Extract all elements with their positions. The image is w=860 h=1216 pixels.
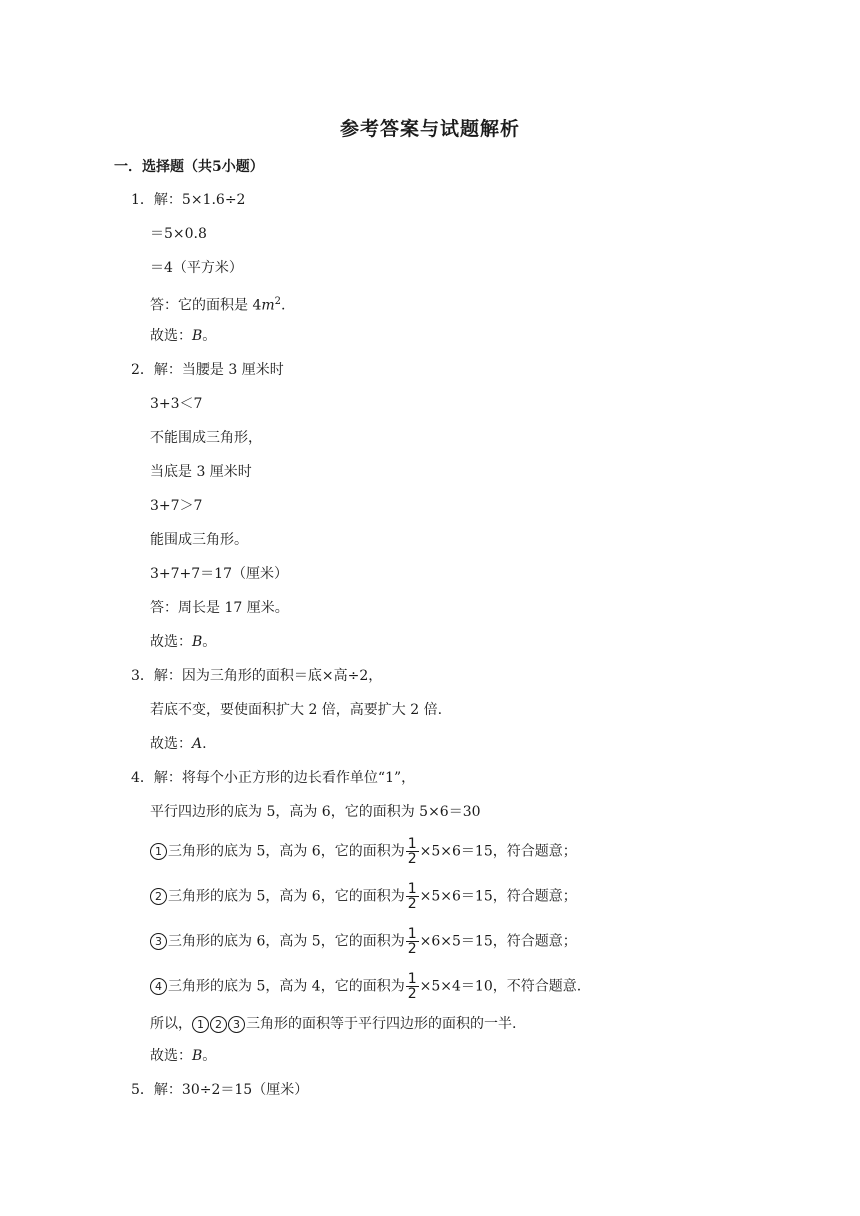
q4-item-result: ×5×6＝15，符合题意； (419, 888, 577, 905)
q2-line-1 (131, 360, 284, 380)
q1-choice-letter: B (192, 328, 203, 344)
q5-text: 解：30÷2＝15（厘米） (153, 1082, 309, 1098)
circled-number-icon: 3 (150, 933, 167, 950)
q4-summary-text: 三角形的面积等于平行四边形的面积的一半. (246, 1016, 517, 1032)
section-heading: 一．选择题（共5小题） (114, 159, 264, 175)
q1-period: . (281, 297, 286, 314)
circled-number-icon: 3 (228, 1016, 245, 1033)
q2-choice-letter: B (192, 634, 203, 650)
circled-number-icon: 1 (192, 1016, 209, 1033)
q1-choice-label: 故选： (150, 328, 192, 344)
q1-answer-text: 答：它的面积是 4 (150, 297, 262, 314)
q4-summary-prefix: 所以， (150, 1016, 192, 1032)
q5-line-1 (131, 1080, 308, 1100)
q3-choice-end: . (202, 736, 207, 752)
q1-line-3: ＝4（平方米） (150, 260, 243, 276)
q4-line-2: 平行四边形的底为 5，高为 6，它的面积为 5×6＝30 (150, 804, 481, 820)
q4-item-result: ×6×5＝15，符合题意； (419, 933, 577, 950)
fraction-denominator: 2 (407, 986, 417, 1002)
q2-line-6: 能围成三角形。 (150, 532, 248, 548)
fraction-numerator: 1 (407, 881, 417, 897)
q4-item-text: 三角形的底为 6，高为 5，它的面积为 (168, 933, 405, 950)
q3-line-1 (131, 666, 382, 686)
q2-number: 2． (131, 362, 154, 378)
q5-number: 5． (131, 1082, 154, 1098)
circled-number-icon: 1 (150, 843, 167, 860)
q4-choice-letter: B (192, 1048, 203, 1064)
q1-choice (150, 326, 216, 346)
q1-line-4 (150, 292, 285, 316)
q1-number: 1． (131, 192, 154, 208)
circled-number-icon: 4 (150, 978, 167, 995)
page-title: 参考答案与试题解析 (339, 118, 520, 140)
q4-item-text: 三角形的底为 5，高为 6，它的面积为 (168, 843, 405, 860)
q3-choice-letter: A (192, 736, 203, 752)
fraction-numerator: 1 (407, 971, 417, 987)
q1-line-1 (131, 190, 245, 210)
q2-text: 解：当腰是 3 厘米时 (153, 362, 284, 378)
q2-line-7: 3+7+7＝17（厘米） (150, 566, 288, 582)
q2-line-4: 当底是 3 厘米时 (150, 464, 252, 480)
q1-unit: m (261, 297, 275, 314)
q2-line-3: 不能围成三角形， (150, 430, 262, 446)
q4-summary (150, 1014, 516, 1034)
q2-choice (150, 632, 216, 652)
q4-item-text: 三角形的底为 5，高为 6，它的面积为 (168, 888, 405, 905)
fraction (406, 927, 419, 956)
q2-line-2: 3+3＜7 (150, 396, 203, 412)
fraction (406, 882, 419, 911)
circled-number-icon: 2 (210, 1016, 227, 1033)
fraction-numerator: 1 (407, 926, 417, 942)
q4-choice (150, 1046, 216, 1066)
q4-item (150, 972, 581, 1001)
fraction-denominator: 2 (407, 851, 417, 867)
q4-text: 解：将每个小正方形的边长看作单位“1”， (153, 770, 416, 786)
q3-number: 3． (131, 668, 154, 684)
fraction-denominator: 2 (407, 941, 417, 957)
q4-number: 4． (131, 770, 154, 786)
q2-choice-label: 故选： (150, 634, 192, 650)
fraction-denominator: 2 (407, 896, 417, 912)
q2-line-8: 答：周长是 17 厘米。 (150, 600, 289, 616)
q3-choice (150, 734, 207, 754)
q4-item-result: ×5×6＝15，符合题意； (419, 843, 577, 860)
q4-item-result: ×5×4＝10，不符合题意. (419, 978, 582, 995)
q4-choice-label: 故选： (150, 1048, 192, 1064)
q2-choice-end: 。 (202, 634, 217, 650)
q3-text: 解：因为三角形的面积＝底×高÷2， (153, 668, 383, 684)
circled-number-icon: 2 (150, 888, 167, 905)
q1-choice-end: 。 (202, 328, 217, 344)
q4-item (150, 882, 577, 911)
q2-line-5: 3+7＞7 (150, 498, 203, 514)
q4-line-1 (131, 768, 415, 788)
fraction-numerator: 1 (407, 836, 417, 852)
q4-item-text: 三角形的底为 5，高为 4，它的面积为 (168, 978, 405, 995)
fraction (406, 972, 419, 1001)
q3-line-2: 若底不变，要使面积扩大 2 倍，高要扩大 2 倍. (150, 702, 443, 718)
q4-item (150, 837, 577, 866)
q4-choice-end: 。 (202, 1048, 217, 1064)
fraction (406, 837, 419, 866)
q1-line-2: ＝5×0.8 (150, 226, 207, 242)
q3-choice-label: 故选： (150, 736, 192, 752)
q4-item (150, 927, 577, 956)
q1-unit-exp: 2 (274, 296, 282, 307)
q1-text: 解：5×1.6÷2 (153, 192, 246, 208)
